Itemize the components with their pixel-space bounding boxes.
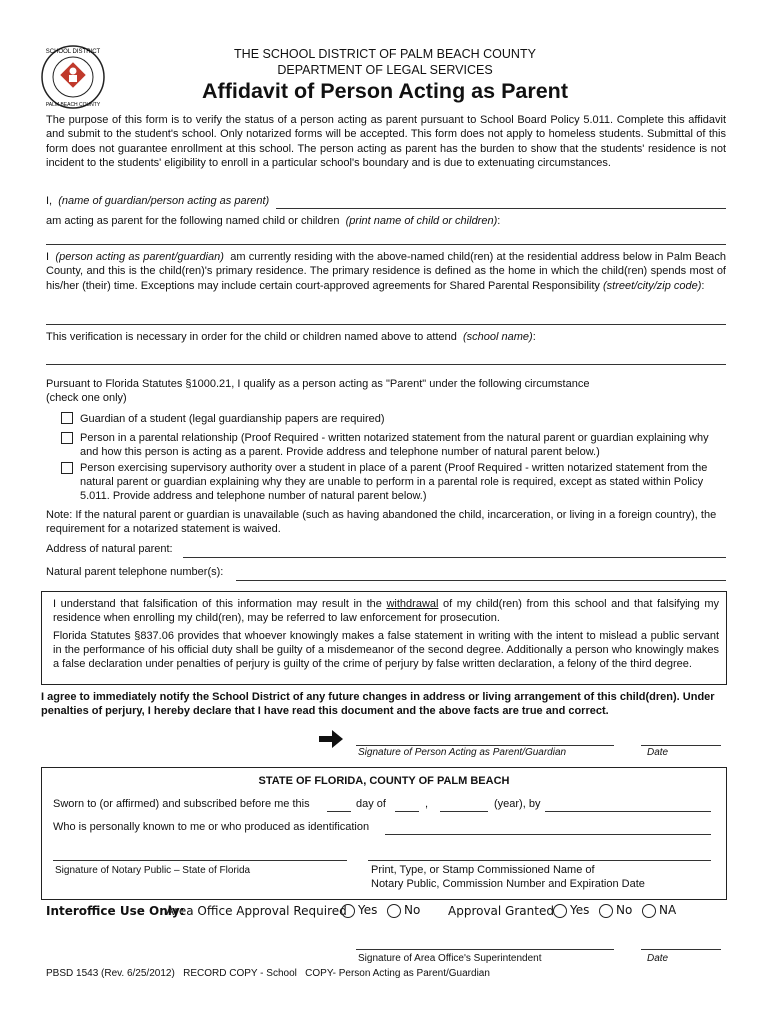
notary-stamp-label: Print, Type, or Stamp Commissioned Name of Notary Public, Commission Number and Expiration Date <box>371 864 645 890</box>
warning-paragraph-2: Florida Statutes §837.06 provides that whoever knowingly makes a false statement in writing with the intent to mislead a public servant in the performance of his official duty shall be guilty of a misdemeanor of the second degree. Additionally a person who knowingly makes a false declaration under penalties of perjury is guilty of the crime of perjury by false written declaration, a felony of the third degree. <box>53 630 719 670</box>
parent-signature-label: Signature of Person Acting as Parent/Guardian <box>358 747 567 758</box>
svg-text:PALM BEACH COUNTY: PALM BEACH COUNTY <box>45 102 101 108</box>
notary-signature-field[interactable] <box>53 860 347 861</box>
interoffice-label: Interoffice Use Only: <box>46 904 185 918</box>
option-parental-relationship-checkbox[interactable] <box>61 432 73 444</box>
school-label: This verification is necessary in order for the child or children named above to attend (school name): <box>46 331 536 343</box>
school-name-field[interactable] <box>46 364 726 365</box>
day-of-label: day of <box>356 798 386 810</box>
granted-na-option[interactable]: NA <box>642 903 676 918</box>
natural-parent-phone-label: Natural parent telephone number(s): <box>46 566 224 578</box>
residence-paragraph: I (person acting as parent/guardian) am currently residing with the above-named child(ren) at the residential address below in Palm Beach County, and this is the child(ren)'s primary residence. The primary residence is defined as the home in which the child(ren) spends most of his/her (their) time. Exceptions may include certain court-approved agreements for Shared Parental Responsibility (street/city/zip code): <box>46 251 726 292</box>
approval-granted-label: Approval Granted <box>448 904 554 918</box>
notary-signature-label: Signature of Notary Public – State of Florida <box>55 865 251 876</box>
page-title: Affidavit of Person Acting as Parent <box>202 79 568 103</box>
area-approval-label: Area Office Approval Required <box>166 904 347 918</box>
form-footer: PBSD 1543 (Rev. 6/25/2012) RECORD COPY - School COPY- Person Acting as Parent/Guardian <box>46 968 490 979</box>
warning-paragraph-1: I understand that falsification of this information may result in the withdrawal of my child(ren) from this school and that falsifying my residence when enrolling my child(ren), may be referred to law enforcement for prosecution. <box>53 598 720 624</box>
granted-yes-radio[interactable] <box>553 904 567 918</box>
svg-text:SCHOOL DISTRICT: SCHOOL DISTRICT <box>45 49 101 55</box>
granted-yes-option[interactable]: Yes <box>553 903 589 918</box>
granted-no-option[interactable]: No <box>599 903 632 918</box>
note-text: Note: If the natural parent or guardian is unavailable (such as having abandoned the child, incarceration, or living in a foreign country), the requirement for a notarized statement is waived. <box>46 509 717 535</box>
sworn-label: Sworn to (or affirmed) and subscribed before me this <box>53 798 310 810</box>
superintendent-signature-label: Signature of Area Office's Superintendent <box>358 953 542 964</box>
option-guardian-checkbox[interactable] <box>61 412 73 424</box>
identification-label: Who is personally known to me or who produced as identification <box>53 821 370 833</box>
sworn-by-field[interactable] <box>545 811 711 812</box>
area-approval-yes-radio[interactable] <box>341 904 355 918</box>
guardian-name-label: I, (name of guardian/person acting as parent) <box>46 195 270 207</box>
guardian-name-field[interactable] <box>276 208 726 209</box>
granted-na-radio[interactable] <box>642 904 656 918</box>
statute-text: Pursuant to Florida Statutes §1000.21, I qualify as a person acting as "Parent" under the following circumstance (check one only) <box>46 378 590 404</box>
granted-no-radio[interactable] <box>599 904 613 918</box>
children-names-field[interactable] <box>46 244 726 245</box>
comma-label: , <box>425 798 429 810</box>
notary-heading: STATE OF FLORIDA, COUNTY OF PALM BEACH <box>258 775 510 787</box>
area-approval-no-radio[interactable] <box>387 904 401 918</box>
superintendent-date-field[interactable] <box>641 949 721 950</box>
sworn-day-field[interactable] <box>327 811 351 812</box>
notary-box <box>41 767 727 900</box>
area-approval-no-option[interactable]: No <box>387 903 420 918</box>
sworn-month-field[interactable] <box>395 811 419 812</box>
option-supervisory-label: Person exercising supervisory authority over a student in place of a parent (Proof Required - written notarized statement from the natural parent or guardian explaining why they are unable to perform in a parental role is required, except as stated within Policy 5.011. Provide address and telephone number of natural parent below.) <box>80 462 708 502</box>
identification-field[interactable] <box>385 834 711 835</box>
parent-date-field[interactable] <box>641 745 721 746</box>
notary-stamp-field[interactable] <box>368 860 711 861</box>
year-by-label: (year), by <box>494 798 541 810</box>
parent-signature-field[interactable] <box>356 745 614 746</box>
agreement-text: I agree to immediately notify the School District of any future changes in address or living arrangement of this child(dren). Under penalties of perjury, I hereby declare that I have read this document and the above facts are true and correct. <box>41 691 715 717</box>
department-name: DEPARTMENT OF LEGAL SERVICES <box>277 63 493 77</box>
area-approval-yes-option[interactable]: Yes <box>341 903 377 918</box>
option-parental-relationship-label: Person in a parental relationship (Proof Required - written notarized statement from the natural parent or guardian explaining why and how this person is acting as a parent. Provide address and telephone number of natural parent below.) <box>80 432 709 458</box>
option-supervisory-checkbox[interactable] <box>61 462 73 474</box>
natural-parent-phone-field[interactable] <box>236 580 726 581</box>
residential-address-field[interactable] <box>46 324 726 325</box>
arrow-right-icon <box>317 728 345 750</box>
natural-parent-address-label: Address of natural parent: <box>46 543 173 555</box>
sworn-year-field[interactable] <box>440 811 488 812</box>
district-name: THE SCHOOL DISTRICT OF PALM BEACH COUNTY <box>234 47 536 61</box>
intro-paragraph: The purpose of this form is to verify the status of a person acting as parent pursuant to School Board Policy 5.011. Complete this affidavit and submit to the student's school. Only notarized forms will be accepted. This form does not apply to homeless students. Submittal of this form does not guarantee enrollment at this school. The person acting as parent has the burden to show that the students' residence is not incident to the students' eligibility to enroll in a particular school's boundary and is due to extenuating circumstances. <box>46 114 726 169</box>
parent-date-label: Date <box>647 747 669 758</box>
children-label: am acting as parent for the following named child or children (print name of child or children): <box>46 215 501 227</box>
superintendent-date-label: Date <box>647 953 669 964</box>
warning-box <box>41 591 727 685</box>
superintendent-signature-field[interactable] <box>356 949 614 950</box>
natural-parent-address-field[interactable] <box>183 557 726 558</box>
option-guardian-label: Guardian of a student (legal guardianship papers are required) <box>80 413 385 425</box>
